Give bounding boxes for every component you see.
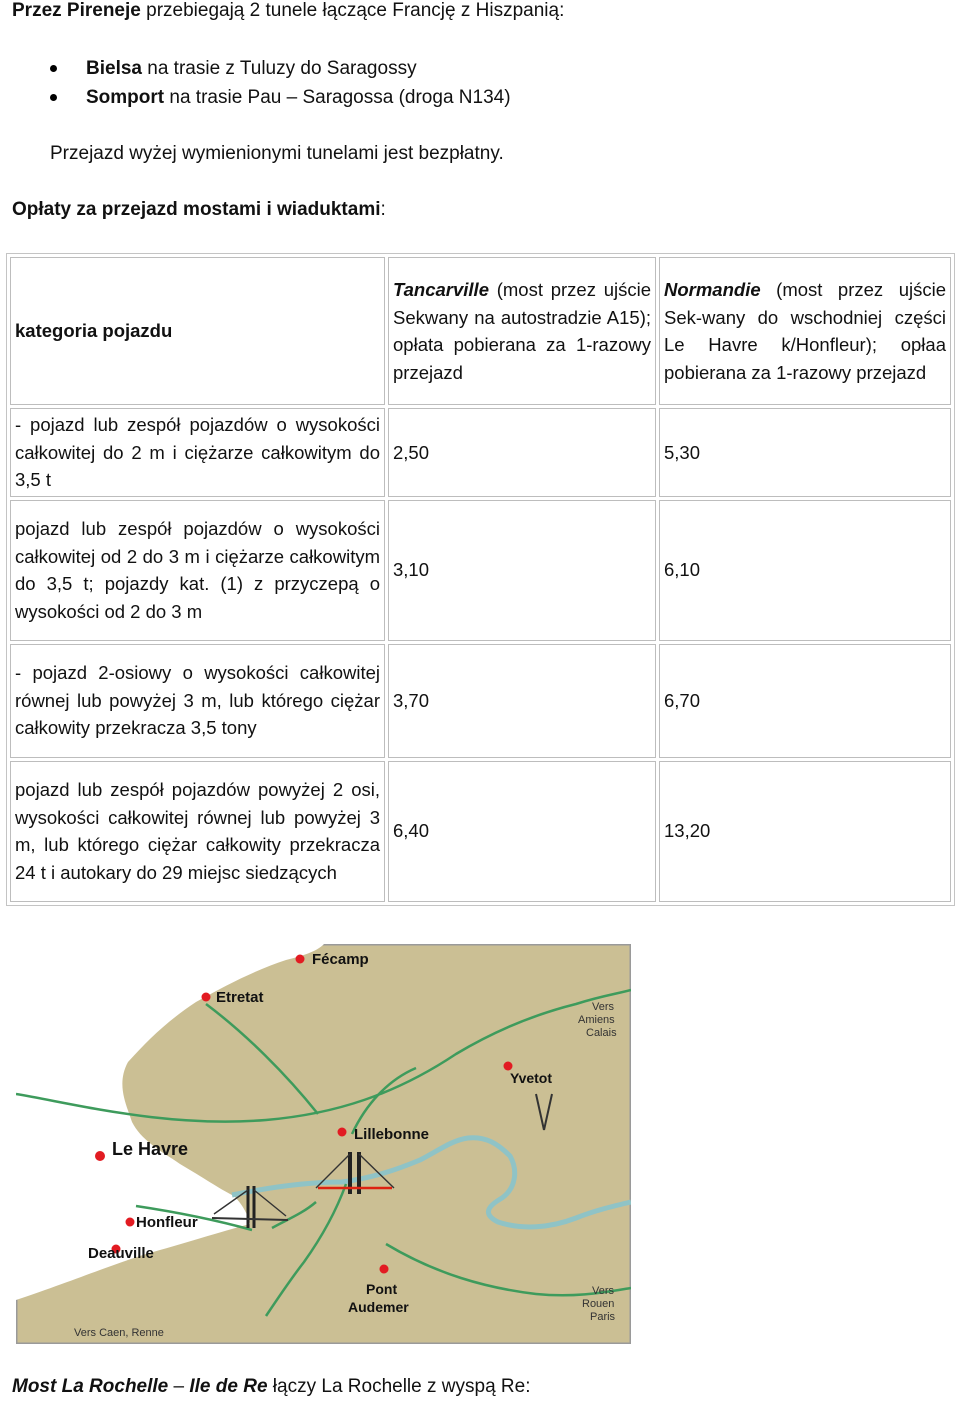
list-item: [50, 54, 511, 83]
tunnel-name: Bielsa: [86, 58, 142, 79]
row-tancarville-fee: 6,40: [388, 761, 656, 902]
city-label: Pont: [366, 1281, 398, 1297]
table-row: [10, 500, 951, 641]
city-marker: [95, 1151, 105, 1161]
city-label: Deauville: [88, 1245, 154, 1262]
city-marker: [338, 1128, 347, 1137]
tunnel-list: [50, 54, 511, 112]
free-note: Przejazd wyżej wymienionymi tunelami jest bezpłatny.: [50, 143, 504, 164]
table-row: [10, 761, 951, 902]
row-category: pojazd lub zespół pojazdów powyżej 2 osi, wysokości całkowitej równej lub powyżej 3 m, lub którego ciężar całkowity przekracza 24 t i autokary do 29 miejsc siedzących: [10, 761, 385, 902]
city-label: Lillebonne: [354, 1126, 429, 1143]
direction-label: Vers: [592, 1001, 615, 1013]
seine-estuary-map: [16, 944, 631, 1344]
header-tancarville-desc: (most przez ujście Sekwany na autostradzie A15); opłata pobierana za 1-razowy przejazd: [393, 279, 651, 383]
table-header-row: [10, 257, 951, 405]
city-marker: [126, 1218, 135, 1227]
city-label: Le Havre: [112, 1139, 189, 1159]
city-marker: [296, 955, 305, 964]
direction-label: Amiens: [578, 1014, 615, 1026]
row-tancarville-fee: 3,70: [388, 644, 656, 758]
header-category-label: kategoria pojazdu: [15, 320, 173, 342]
tunnel-route: na trasie Pau – Saragossa (droga N134): [164, 87, 511, 108]
header-normandie-desc: (most przez ujście Sek-wany do wschodniej części Le Havre k/Honfleur); opłaa pobierana za 1-razowy przejazd: [664, 279, 946, 383]
row-tancarville-fee: 2,50: [388, 408, 656, 497]
intro-rest: przebiegają 2 tunele łączące Francję z Hiszpanią:: [140, 0, 565, 21]
direction-label: Rouen: [582, 1298, 615, 1310]
row-normandie-fee: 5,30: [659, 408, 951, 497]
header-tancarville: [388, 257, 656, 405]
table-row: [10, 644, 951, 758]
city-label: Fécamp: [312, 951, 369, 968]
direction-label: Vers Caen, Renne: [74, 1327, 164, 1339]
header-tancarville-name: Tancarville: [393, 279, 489, 300]
city-marker: [202, 993, 211, 1002]
row-category: - pojazd 2-osiowy o wysokości całkowitej równej lub powyżej 3 m, lub którego ciężar całkowity przekracza 3,5 tony: [10, 644, 385, 758]
fees-heading-colon: :: [380, 199, 386, 220]
closing-strong-1: Most La Rochelle: [12, 1376, 169, 1397]
closing-paragraph: [12, 1376, 530, 1398]
intro-paragraph: [12, 0, 564, 22]
header-category: [10, 257, 385, 405]
city-label: Etretat: [216, 989, 264, 1006]
tunnel-name: Somport: [86, 87, 165, 108]
row-normandie-fee: 6,10: [659, 500, 951, 641]
city-label: Yvetot: [510, 1070, 553, 1086]
row-normandie-fee: 6,70: [659, 644, 951, 758]
list-item: [50, 83, 511, 112]
fees-heading-strong: Opłaty za przejazd mostami i wiaduktami: [12, 199, 381, 220]
closing-dash: –: [168, 1376, 190, 1397]
row-category: pojazd lub zespół pojazdów o wysokości całkowitej od 2 do 3 m i ciężarze całkowitym do 3,5 t; pojazdy kat. (1) z przyczepą o wysokości od 2 do 3 m: [10, 500, 385, 641]
fees-table: [6, 253, 955, 906]
city-label: Honfleur: [136, 1214, 198, 1231]
row-category: - pojazd lub zespół pojazdów o wysokości całkowitej do 2 m i ciężarze całkowitym do 3,5 t: [10, 408, 385, 497]
closing-strong-2: Ile de Re: [189, 1376, 268, 1397]
fees-heading: [12, 199, 386, 221]
city-label: Audemer: [348, 1299, 409, 1315]
direction-label: Paris: [590, 1311, 616, 1323]
direction-label: Calais: [586, 1027, 617, 1039]
tunnel-route: na trasie z Tuluzy do Saragossy: [141, 58, 417, 79]
row-normandie-fee: 13,20: [659, 761, 951, 902]
row-tancarville-fee: 3,10: [388, 500, 656, 641]
direction-label: Vers: [592, 1285, 615, 1297]
intro-strong: Przez Pireneje: [12, 0, 141, 21]
closing-rest: łączy La Rochelle z wyspą Re:: [267, 1376, 531, 1397]
city-marker: [380, 1265, 389, 1274]
header-normandie-name: Normandie: [664, 279, 761, 300]
table-row: [10, 408, 951, 497]
header-normandie: [659, 257, 951, 405]
